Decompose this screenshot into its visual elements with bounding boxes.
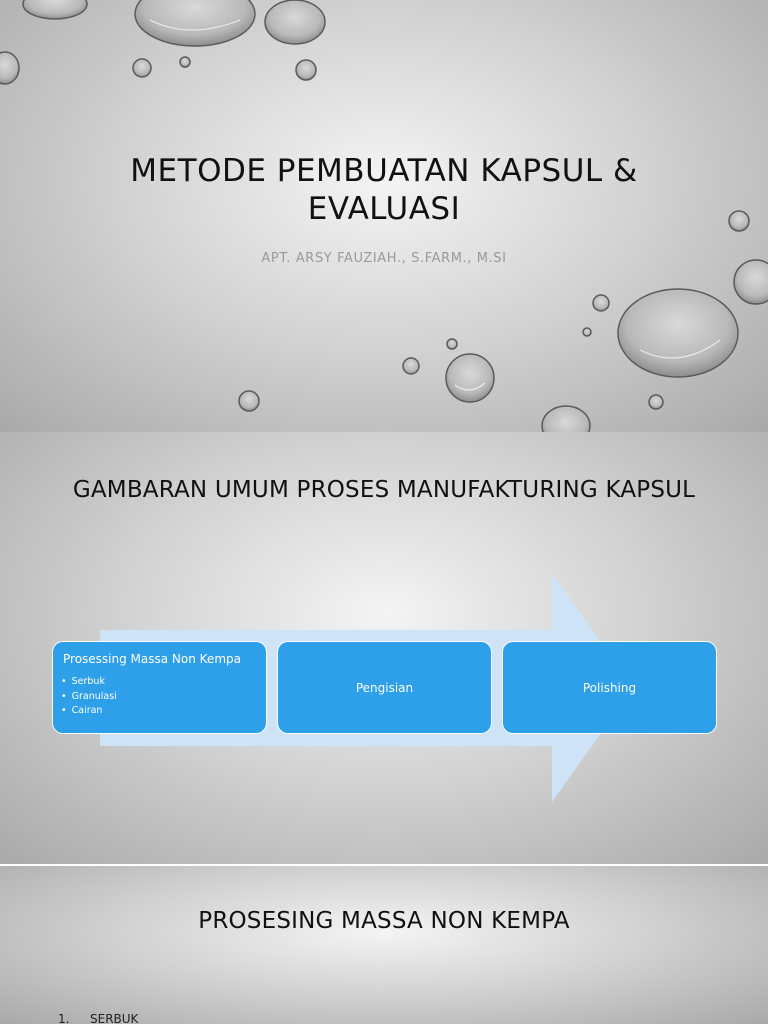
list-number: 1. [58, 1012, 70, 1024]
title-line-2: EVALUASI [307, 191, 461, 227]
slide-title: PROSESING MASSA NON KEMPA [198, 908, 570, 934]
step-bullet-list [61, 675, 117, 719]
step-box-polishing [502, 641, 717, 734]
title-line-1: METODE PEMBUATAN KAPSUL & [130, 153, 638, 189]
presentation-title [84, 152, 684, 228]
non-compression-slide [0, 866, 768, 1024]
title-slide [0, 0, 768, 432]
step-label: Pengisian [355, 680, 414, 695]
slide-title: GAMBARAN UMUM PROSES MANUFAKTURING KAPSUL [72, 477, 696, 503]
step-box-processing [52, 641, 267, 734]
author-subtitle: APT. ARSY FAUZIAH., S.FARM., M.SI [261, 251, 507, 266]
step-label: Prosessing Massa Non Kempa [63, 652, 241, 666]
step-box-filling [277, 641, 492, 734]
process-overview-slide [0, 432, 768, 866]
step-label: Polishing [582, 680, 637, 695]
numbered-list [58, 1012, 138, 1024]
bullet-item: • Serbuk [61, 675, 117, 690]
list-text: SERBUK [90, 1012, 139, 1024]
bullet-item: • Cairan [61, 704, 117, 719]
bullet-item: • Granulasi [61, 690, 117, 705]
list-item [58, 1012, 138, 1024]
